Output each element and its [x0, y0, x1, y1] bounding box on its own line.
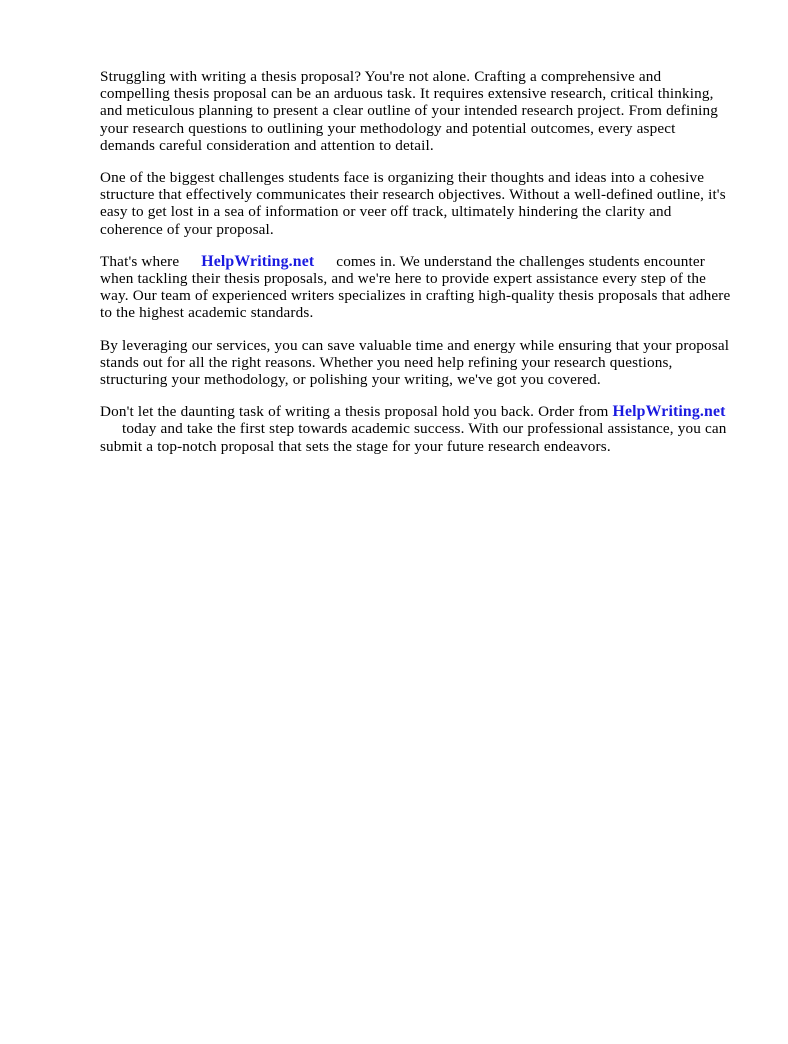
paragraph-2: One of the biggest challenges students face is organizing their thoughts and ideas into a cohesive structure that effectively communicates their research objectives. Without a well-defined outline, it's easy to get lost in a sea of information or veer off track, ultimately hindering the clarity and coherence of your proposal.	[100, 169, 726, 238]
helpwriting-link-secondary[interactable]: HelpWriting.net	[612, 403, 726, 421]
paragraph-5-lead-text: Don't let the daunting task of writing a thesis proposal hold you back. Order from	[100, 403, 609, 421]
paragraph-3	[100, 253, 732, 322]
paragraph-1: Struggling with writing a thesis proposal? You're not alone. Crafting a comprehensive and compelling thesis proposal can be an arduous task. It requires extensive research, critical thinking, and meticulous planning to present a clear outline of your intended research project. From defining your research questions to outlining your methodology and potential outcomes, every aspect demands careful consideration and attention to detail.	[100, 68, 718, 154]
paragraph-3-lead-text: That's where	[100, 252, 180, 270]
paragraph-4: By leveraging our services, you can save valuable time and energy while ensuring that your proposal stands out for all the right reasons. Whether you need help refining your research questions, structuring your methodology, or polishing your writing, we've got you covered.	[100, 336, 730, 389]
paragraph-3-trail-text: comes in. We understand the challenges students encounter when tackling their thesis proposals, and we're here to provide expert assistance every step of the way. Our team of experienced writers specializes in crafting high-quality thesis proposals that adhere to the highest academic standards.	[100, 252, 731, 322]
document-body	[100, 68, 732, 455]
helpwriting-link-primary[interactable]: HelpWriting.net	[201, 252, 315, 270]
paragraph-5	[100, 403, 732, 455]
paragraph-5-trail-text: today and take the first step towards academic success. With our professional assistance, you can submit a top-notch proposal that sets the stage for your future research endeavors.	[100, 420, 727, 455]
